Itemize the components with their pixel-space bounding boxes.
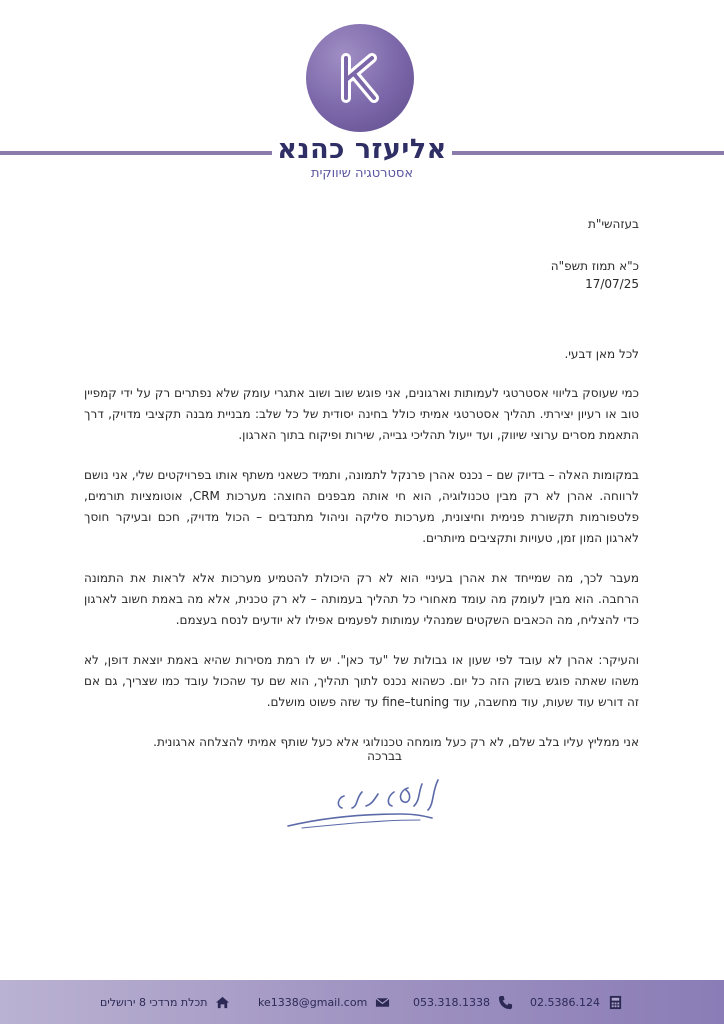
phone-icon xyxy=(498,995,513,1010)
footer-address xyxy=(100,980,230,1024)
footer-bar xyxy=(0,980,724,1024)
phone-text[interactable]: 02.5386.124 xyxy=(530,995,600,1009)
office-phone-icon xyxy=(608,995,623,1010)
footer-phone[interactable] xyxy=(530,980,623,1024)
logo-mark xyxy=(306,24,414,132)
paragraph: מעבר לכך, מה שמייחד את אהרן בעיניי הוא לא רק היכולת להטמיע מערכות אלא לראות את התמונה הרחבה. הוא מבין לעומק מה עומד מאחורי כל תהליך בעמותה – לא רק טכנית, אלא מה באמת חשוב לארגון כדי להצליח, מה הכאבים השקטים שמנהלי עמותות לפעמים אפילו לא יודעים לנסח בעצמם. xyxy=(84,571,639,627)
logo-k-icon xyxy=(306,24,414,132)
hebrew-date: כ"א תמוז תשפ"ה xyxy=(550,259,639,273)
paragraph: אני ממליץ עליו בלב שלם, לא רק כעל מומחה טכנולוגי אלא כעל שותף אמיתי להצלחה ארגונית. xyxy=(153,735,639,749)
paragraph: והעיקר: אהרן לא עובד לפי שעון או גבולות של "עד כאן". יש לו רמת מסירות שהיא באמת יוצאת דופן, לא משהו שאתה פוגש בשוק הזה כל יום. כשהוא נכנס לתוך תהליך, הוא שם עד שהכול עובד כמו שצריך, גם אם זה דורש עוד שעות, עוד מחשבה, עוד fine–tuning עד שזה פשוט מושלם. xyxy=(84,653,639,709)
email-text[interactable]: ke1338@gmail.com xyxy=(258,995,368,1009)
address-text: תכלת מרדכי 8 ירושלים xyxy=(100,995,208,1009)
paragraph: במקומות האלה – בדיוק שם – נכנס אהרן פרנקל לתמונה, ותמיד כשאני משתף אותו בפרויקטים שלי, אני נושם לרווחה. אהרן לא רק מבין טכנולוגיה, הוא חי אותה מבפנים החוצה: מערכות CRM, אוטומציות תורמים, פלטפורמות תקשורת פנימית וחיצונית, מערכות סליקה וניהול מתנדבים – הכול מדויק, חכם ובעיקר חוסך לארגון המון זמן, טעויות ותקציבים מיותרים. xyxy=(84,468,639,545)
letter-body xyxy=(84,383,639,772)
paragraph: כמי שעוסק בליווי אסטרטגי לעמותות וארגונים, אני פוגש שוב ושוב אתגרי עומק שלא נפתרים רק על ידי קמפיין טוב או רעיון יצירתי. תהליך אסטרטגי אמיתי כולל בחינה יסודית של כל שלב: מבניית מבנה תקציבי מדויק, דרך התאמת מסרים ערוצי שיווק, ועד ייעול תהליכי גבייה, שירות ופיקוח בתוך הארגון. xyxy=(84,386,639,442)
greeting: לכל מאן דבעי. xyxy=(564,347,639,361)
mobile-text[interactable]: 053.318.1338 xyxy=(413,995,490,1009)
bezh-header: בעזהשי"ת xyxy=(587,217,639,231)
mail-icon xyxy=(375,995,390,1010)
header-rule-left xyxy=(0,151,272,155)
gregorian-date: 17/07/25 xyxy=(585,277,639,291)
footer-mobile[interactable] xyxy=(413,980,513,1024)
brand-name: אליעזר כהנא xyxy=(277,134,447,165)
footer-email[interactable] xyxy=(258,980,390,1024)
brand-subtitle: אסטרטגיה שיווקית xyxy=(310,166,414,181)
home-icon xyxy=(215,995,230,1010)
signature xyxy=(282,770,452,835)
closing: בברכה xyxy=(367,749,402,763)
header-rule-right xyxy=(452,151,724,155)
